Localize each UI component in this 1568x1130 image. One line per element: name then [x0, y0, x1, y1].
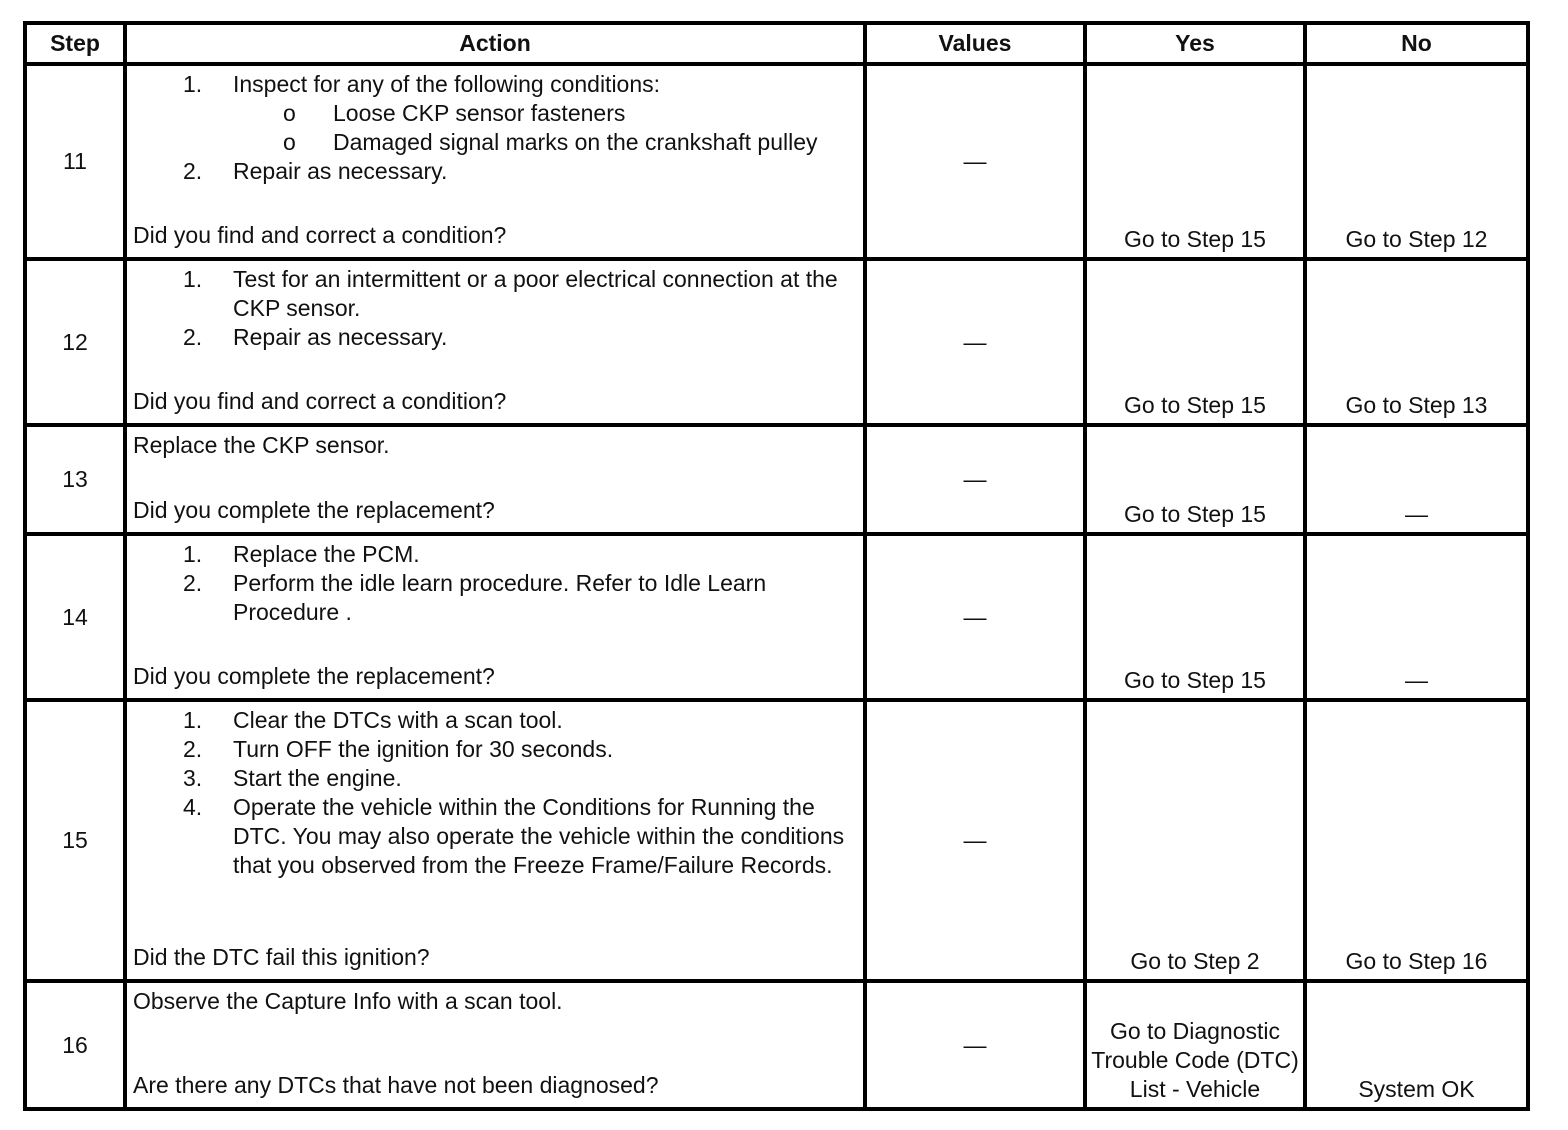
no-cell: Go to Step 12 [1305, 64, 1528, 259]
yes-cell: Go to Diagnostic Trouble Code (DTC) List - Vehicle [1085, 981, 1305, 1109]
action-question: Did you find and correct a condition? [133, 222, 507, 248]
yes-cell: Go to Step 15 [1085, 534, 1305, 700]
item-number: 1. [183, 266, 203, 292]
yes-cell: Go to Step 15 [1085, 259, 1305, 425]
item-text: Test for an intermittent or a poor electrical connection at the CKP sensor. [233, 266, 838, 321]
action-instructions [133, 987, 859, 1016]
step-number: 15 [25, 700, 125, 981]
header-no: No [1305, 23, 1528, 64]
step-list [133, 706, 859, 880]
step-list [133, 540, 859, 627]
step-number: 14 [25, 534, 125, 700]
action-content [133, 987, 859, 1100]
values-cell: — [865, 534, 1085, 700]
sub-bullet-icon: o [283, 100, 296, 126]
item-text: Turn OFF the ignition for 30 seconds. [233, 736, 614, 762]
step-number: 16 [25, 981, 125, 1109]
action-question: Did the DTC fail this ignition? [133, 944, 430, 970]
header-yes: Yes [1085, 23, 1305, 64]
action-cell [125, 534, 865, 700]
header-row [25, 23, 1528, 64]
action-cell [125, 700, 865, 981]
list-item-line [133, 764, 859, 793]
item-number: 1. [183, 707, 203, 733]
action-cell [125, 64, 865, 259]
sub-item-text: Loose CKP sensor fasteners [333, 100, 626, 126]
item-text: Perform the idle learn procedure. Refer to Idle Learn Procedure . [233, 570, 767, 625]
step-number: 11 [25, 64, 125, 259]
item-number: 1. [183, 71, 203, 97]
item-number: 3. [183, 765, 203, 791]
action-instructions [133, 265, 859, 352]
item-text: Clear the DTCs with a scan tool. [233, 707, 563, 733]
item-number: 2. [183, 736, 203, 762]
action-question: Did you complete the replacement? [133, 663, 495, 689]
action-instructions [133, 706, 859, 880]
list-item-line [133, 540, 859, 569]
no-cell: — [1305, 534, 1528, 700]
action-content [133, 431, 859, 525]
action-question: Did you complete the replacement? [133, 497, 495, 523]
list-item-line [133, 706, 859, 735]
item-number: 2. [183, 324, 203, 350]
no-cell: Go to Step 16 [1305, 700, 1528, 981]
list-item-line [133, 735, 859, 764]
list-item [133, 157, 859, 186]
item-number: 2. [183, 570, 203, 596]
step-list [133, 70, 859, 186]
values-cell: — [865, 259, 1085, 425]
table-row [25, 425, 1528, 534]
item-text: Start the engine. [233, 765, 402, 791]
table-row [25, 981, 1528, 1109]
list-item [133, 323, 859, 352]
values-cell: — [865, 981, 1085, 1109]
list-item-line [133, 157, 859, 186]
no-cell: System OK [1305, 981, 1528, 1109]
diagnostic-table [23, 21, 1530, 1111]
item-number: 1. [183, 541, 203, 567]
action-instructions [133, 70, 859, 186]
yes-cell: Go to Step 15 [1085, 425, 1305, 534]
list-item-line [133, 793, 859, 880]
step-list [133, 265, 859, 352]
action-cell [125, 981, 865, 1109]
action-question: Did you find and correct a condition? [133, 388, 507, 414]
action-cell [125, 425, 865, 534]
table-row [25, 259, 1528, 425]
values-cell: — [865, 700, 1085, 981]
table-row [25, 64, 1528, 259]
yes-cell: Go to Step 2 [1085, 700, 1305, 981]
table-row [25, 534, 1528, 700]
step-number: 13 [25, 425, 125, 534]
action-content [133, 540, 859, 691]
sub-item-text: Damaged signal marks on the crankshaft pulley [333, 129, 818, 155]
item-number: 2. [183, 158, 203, 184]
action-intro: Replace the CKP sensor. [133, 432, 390, 458]
values-cell: — [865, 425, 1085, 534]
yes-cell: Go to Step 15 [1085, 64, 1305, 259]
table-body [25, 64, 1528, 1109]
sub-bullet-icon: o [283, 129, 296, 155]
list-item [133, 265, 859, 323]
table-row [25, 700, 1528, 981]
list-item-line [133, 323, 859, 352]
action-question: Are there any DTCs that have not been diagnosed? [133, 1072, 659, 1098]
sub-item [133, 128, 859, 157]
values-cell: — [865, 64, 1085, 259]
action-cell [125, 259, 865, 425]
step-number: 12 [25, 259, 125, 425]
list-item [133, 70, 859, 157]
header-step: Step [25, 23, 125, 64]
header-values: Values [865, 23, 1085, 64]
list-item [133, 540, 859, 569]
item-text: Repair as necessary. [233, 158, 448, 184]
sub-item [133, 99, 859, 128]
item-text: Operate the vehicle within the Conditions for Running the DTC. You may also operate the vehicle within the conditions that you observed from the Freeze Frame/Failure Records. [233, 794, 845, 878]
list-item [133, 735, 859, 764]
list-item-line [133, 70, 859, 99]
action-content [133, 70, 859, 250]
list-item [133, 764, 859, 793]
item-text: Replace the PCM. [233, 541, 420, 567]
item-text: Inspect for any of the following conditions: [233, 71, 661, 97]
header-action: Action [125, 23, 865, 64]
item-text: Repair as necessary. [233, 324, 448, 350]
list-item [133, 706, 859, 735]
list-item-line [133, 265, 859, 323]
no-cell: Go to Step 13 [1305, 259, 1528, 425]
action-content [133, 706, 859, 972]
action-instructions [133, 431, 859, 460]
no-cell: — [1305, 425, 1528, 534]
list-item [133, 793, 859, 880]
action-content [133, 265, 859, 416]
item-number: 4. [183, 794, 203, 820]
list-item [133, 569, 859, 627]
action-intro: Observe the Capture Info with a scan tool. [133, 988, 563, 1014]
action-instructions [133, 540, 859, 627]
list-item-line [133, 569, 859, 627]
